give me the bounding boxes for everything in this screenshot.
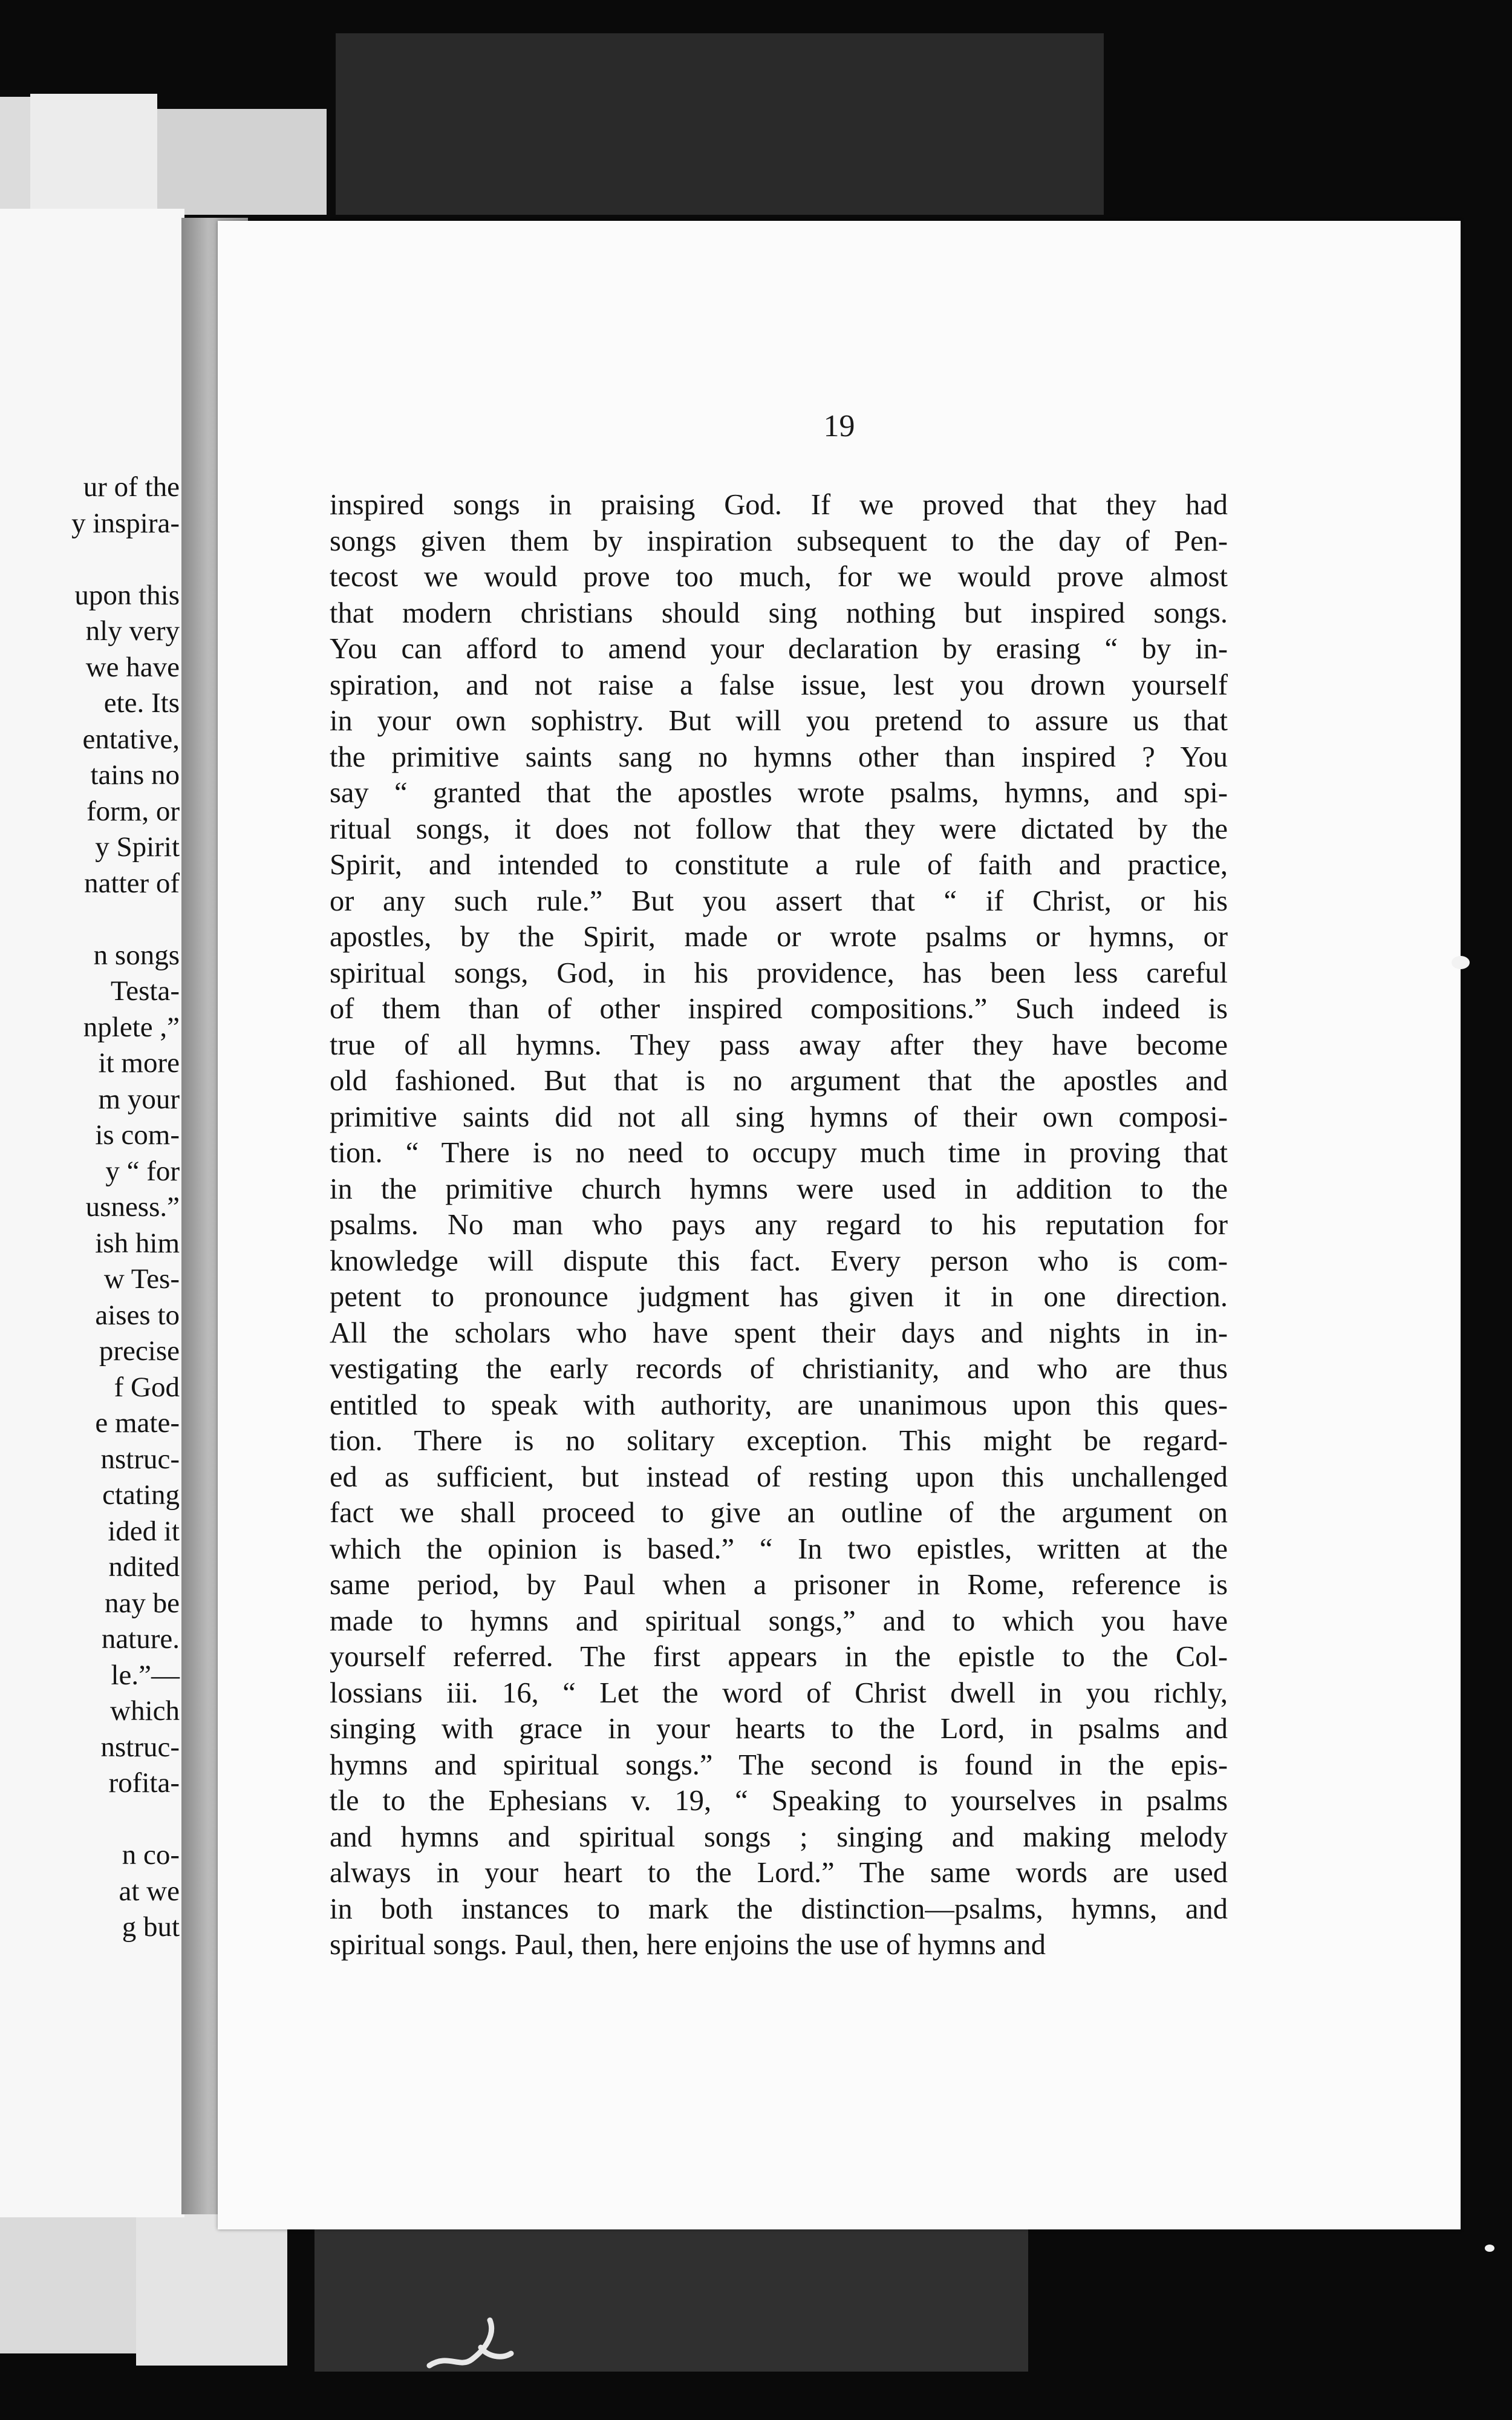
left-page-text-fragment: w Tes- bbox=[103, 1263, 180, 1295]
left-page-text-fragment: ndited bbox=[108, 1551, 180, 1583]
left-page-text-fragment: at we bbox=[119, 1875, 180, 1907]
left-page-text-fragment: it more bbox=[98, 1047, 180, 1079]
text-line: entitled to speak with authority, are unanimous upon this ques- bbox=[330, 1388, 1228, 1421]
text-line: or any such rule.” But you assert that “ if Christ, or his bbox=[330, 885, 1228, 917]
backing-board-top bbox=[336, 33, 1104, 215]
text-line: spiritual songs, God, in his providence, has been less careful bbox=[330, 957, 1228, 989]
paper-edge-bottom-left bbox=[0, 2214, 139, 2353]
text-line: of them than of other inspired compositions.” Such indeed is bbox=[330, 993, 1228, 1025]
left-page-text-fragment: nplete ,” bbox=[83, 1011, 180, 1043]
text-line: hymns and spiritual songs.” The second is found in the epis- bbox=[330, 1748, 1228, 1781]
left-page-text-fragment: g but bbox=[122, 1911, 180, 1943]
left-page-text-fragment: usness.” bbox=[85, 1191, 180, 1223]
text-line: that modern christians should sing nothing but inspired songs. bbox=[330, 597, 1228, 629]
text-line: knowledge will dispute this fact. Every person who is com- bbox=[330, 1244, 1228, 1277]
left-page-text-fragment: precise bbox=[99, 1335, 180, 1367]
text-line: apostles, by the Spirit, made or wrote psalms or hymns, or bbox=[330, 921, 1228, 953]
text-line: tion. There is no solitary exception. This might be regard- bbox=[330, 1425, 1228, 1457]
left-page bbox=[0, 209, 184, 2217]
scan-speck bbox=[1452, 956, 1470, 969]
text-line: psalms. No man who pays any regard to his reputation for bbox=[330, 1209, 1228, 1241]
left-page-text-fragment: which bbox=[110, 1695, 180, 1727]
text-line: always in your heart to the Lord.” The same words are used bbox=[330, 1857, 1228, 1889]
paper-edge-top-shadow bbox=[157, 109, 327, 215]
text-line: made to hymns and spiritual songs,” and to which you have bbox=[330, 1604, 1228, 1637]
left-page-text-fragment: rofita- bbox=[108, 1767, 180, 1799]
scan-speck bbox=[1485, 2245, 1494, 2252]
left-page-text-fragment: ur of the bbox=[83, 471, 180, 503]
left-page-text-fragment: nstruc- bbox=[100, 1443, 180, 1475]
left-page-text-fragment: nay be bbox=[105, 1587, 180, 1619]
left-page-text-fragment: nstruc- bbox=[100, 1731, 180, 1763]
left-page-text-fragment: entative, bbox=[82, 723, 180, 755]
text-line: which the opinion is based.” “ In two epistles, written at the bbox=[330, 1532, 1228, 1565]
page-body-text bbox=[330, 487, 1228, 1963]
text-line: in both instances to mark the distinction—psalms, hymns, and bbox=[330, 1892, 1228, 1925]
text-line: You can afford to amend your declaration by erasing “ by in- bbox=[330, 633, 1228, 665]
text-line: the primitive saints sang no hymns other than inspired ? You bbox=[330, 741, 1228, 773]
left-page-text-fragment: tains no bbox=[90, 759, 180, 791]
left-page-text-fragment: upon this bbox=[74, 579, 180, 611]
text-line: songs given them by inspiration subsequent to the day of Pen- bbox=[330, 525, 1228, 557]
left-page-text-fragment: is com- bbox=[95, 1119, 180, 1151]
left-page-text-fragment: nature. bbox=[101, 1623, 180, 1655]
left-page-text-fragment: y “ for bbox=[105, 1155, 180, 1187]
ink-scribble bbox=[423, 2311, 520, 2378]
text-line: ed as sufficient, but instead of resting upon this unchallenged bbox=[330, 1460, 1228, 1493]
right-page bbox=[218, 221, 1461, 2229]
text-line: lossians iii. 16, “ Let the word of Christ dwell in you richly, bbox=[330, 1676, 1228, 1709]
left-page-text-fragment: form, or bbox=[86, 795, 180, 827]
left-page-text-fragment: n songs bbox=[93, 939, 180, 971]
left-page-text-fragment: f God bbox=[114, 1371, 180, 1403]
paper-edge-bottom bbox=[136, 2214, 287, 2366]
text-line: in your own sophistry. But will you pretend to assure us that bbox=[330, 705, 1228, 737]
text-line: in the primitive church hymns were used in addition to the bbox=[330, 1172, 1228, 1205]
left-page-text-fragment: we have bbox=[85, 651, 180, 683]
text-line: spiritual songs. Paul, then, here enjoins the use of hymns and bbox=[330, 1929, 1046, 1961]
text-line: singing with grace in your hearts to the Lord, in psalms and bbox=[330, 1713, 1228, 1745]
text-line: inspired songs in praising God. If we proved that they had bbox=[330, 489, 1228, 521]
text-line: ritual songs, it does not follow that they were dictated by the bbox=[330, 813, 1228, 845]
text-line: say “ granted that the apostles wrote psalms, hymns, and spi- bbox=[330, 777, 1228, 809]
text-line: spiration, and not raise a false issue, lest you drown yourself bbox=[330, 669, 1228, 701]
left-page-text-fragment: ish him bbox=[95, 1227, 180, 1259]
backing-board-bottom bbox=[314, 2220, 1028, 2372]
text-line: fact we shall proceed to give an outline of the argument on bbox=[330, 1497, 1228, 1529]
paper-edge-top bbox=[30, 94, 157, 215]
left-page-text-fragment: n co- bbox=[122, 1839, 180, 1871]
left-page-text-fragment: ctating bbox=[102, 1479, 180, 1511]
text-line: and hymns and spiritual songs ; singing and making melody bbox=[330, 1820, 1228, 1853]
left-page-text-fragment: Testa- bbox=[110, 975, 180, 1007]
text-line: primitive saints did not all sing hymns of their own composi- bbox=[330, 1100, 1228, 1133]
text-line: tion. “ There is no need to occupy much time in proving that bbox=[330, 1137, 1228, 1169]
text-line: tecost we would prove too much, for we would prove almost bbox=[330, 561, 1228, 593]
left-page-text-fragment: aises to bbox=[95, 1299, 180, 1331]
left-page-text-fragment: nly very bbox=[85, 615, 180, 647]
text-line: yourself referred. The first appears in the epistle to the Col- bbox=[330, 1641, 1228, 1673]
left-page-text-fragment: y inspira- bbox=[71, 507, 180, 539]
left-page-text-fragment: y Spirit bbox=[95, 831, 180, 863]
text-line: old fashioned. But that is no argument that the apostles and bbox=[330, 1065, 1228, 1097]
text-line: vestigating the early records of christianity, and who are thus bbox=[330, 1353, 1228, 1385]
left-page-text-fragment: e mate- bbox=[95, 1407, 180, 1439]
text-line: petent to pronounce judgment has given it in one direction. bbox=[330, 1281, 1228, 1313]
text-line: tle to the Ephesians v. 19, “ Speaking to yourselves in psalms bbox=[330, 1785, 1228, 1817]
left-page-text-fragment: m your bbox=[98, 1083, 180, 1115]
text-line: Spirit, and intended to constitute a rule of faith and practice, bbox=[330, 849, 1228, 881]
page-number: 19 bbox=[823, 409, 855, 443]
text-line: true of all hymns. They pass away after they have become bbox=[330, 1028, 1228, 1061]
left-page-text-fragment: le.”— bbox=[111, 1659, 180, 1691]
left-page-text-fragment: ided it bbox=[108, 1515, 180, 1547]
text-line: same period, by Paul when a prisoner in Rome, reference is bbox=[330, 1569, 1228, 1601]
left-page-text-fragment: ete. Its bbox=[103, 687, 180, 719]
text-line: All the scholars who have spent their days and nights in in- bbox=[330, 1316, 1228, 1349]
left-page-text-fragment: natter of bbox=[84, 867, 180, 899]
